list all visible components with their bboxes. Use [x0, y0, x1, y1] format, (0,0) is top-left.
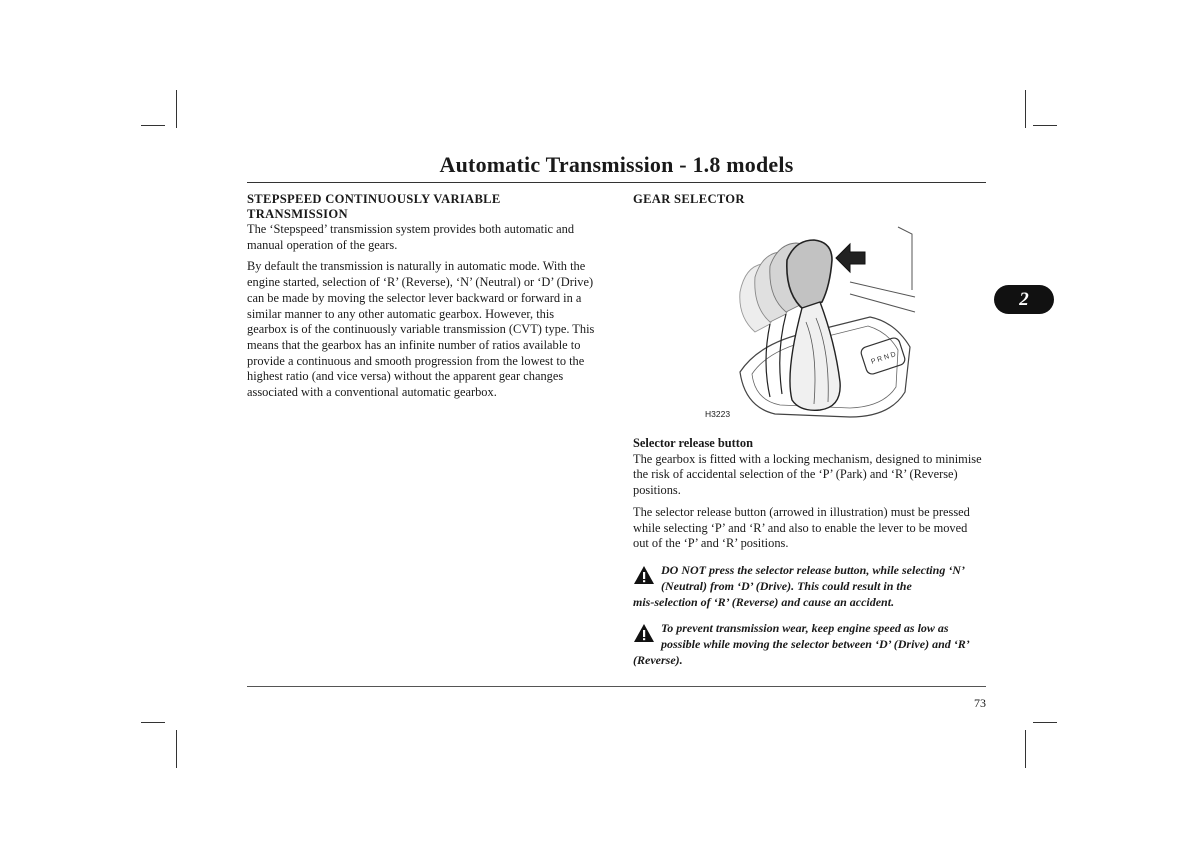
right-column-heading	[633, 192, 983, 207]
page-number: 73	[974, 696, 986, 710]
warning-notice	[633, 562, 983, 610]
warning-triangle-icon	[633, 623, 655, 643]
crop-mark	[176, 90, 177, 128]
section-heading	[247, 192, 597, 222]
crop-mark	[1025, 90, 1026, 128]
figure-label: H3223	[705, 409, 731, 419]
body-paragraph: The gearbox is fitted with a locking mechanism, designed to minimise the risk of accidental selection of the ‘P’ (Park) and ‘R’ (Reverse) positions.	[633, 451, 982, 498]
section-heading: GEAR SELECTOR	[633, 192, 745, 206]
body-paragraph: The selector release button (arrowed in illustration) must be pressed while selecting ‘P’ and ‘R’ and also to enable the lever to be moved out of the ‘P’ and ‘R’ positions.	[633, 504, 970, 551]
gear-selector-illustration	[700, 222, 920, 422]
section-heading-line2: TRANSMISSION	[247, 207, 348, 221]
crop-mark	[141, 722, 165, 723]
left-column	[247, 192, 597, 407]
page-title: Automatic Transmission - 1.8 models	[439, 152, 794, 177]
footer-rule	[247, 686, 986, 687]
crop-mark	[1033, 722, 1057, 723]
crop-mark	[1025, 730, 1026, 768]
warning-text-line: mis-selection of ‘R’ (Reverse) and cause an accident.	[633, 594, 895, 609]
chapter-tab: 2	[994, 285, 1054, 314]
warning-notice	[633, 620, 983, 668]
warning-triangle-icon	[633, 565, 655, 585]
subheading: Selector release button	[633, 436, 753, 450]
body-paragraph: The ‘Stepspeed’ transmission system provides both automatic and manual operation of the gears.	[247, 222, 575, 252]
crop-mark	[1033, 125, 1057, 126]
crop-mark	[176, 730, 177, 768]
warning-text-line: DO NOT press the selector release button, while selecting ‘N’	[661, 562, 965, 577]
svg-text:P R N D: P R N D	[870, 351, 897, 366]
warning-text-line: possible while moving the selector between ‘D’ (Drive) and ‘R’	[661, 636, 970, 651]
crop-mark	[141, 125, 165, 126]
section-heading-line1: STEPSPEED CONTINUOUSLY VARIABLE	[247, 192, 501, 206]
warning-text-line: To prevent transmission wear, keep engine speed as low as	[661, 620, 949, 635]
warning-text-line: (Reverse).	[633, 652, 683, 667]
warning-text-line: (Neutral) from ‘D’ (Drive). This could result in the	[661, 578, 912, 593]
right-column	[633, 436, 983, 668]
body-paragraph: By default the transmission is naturally in automatic mode. With the engine started, selection of ‘R’ (Reverse), ‘N’ (Neutral) or ‘D’ (Drive) can be made by moving the selector lever backward or forward in a similar manner to any other automatic gearbox. However, this gearbox is of the continuously variable transmission (CVT) type. This means that the gearbox has an infinite number of ratios available to provide a continuous and smooth progression from the lowest to the highest ratio (and vice versa) without the apparent gear changes associated with a conventional automatic gearbox.	[247, 259, 595, 400]
title-rule	[247, 182, 986, 183]
